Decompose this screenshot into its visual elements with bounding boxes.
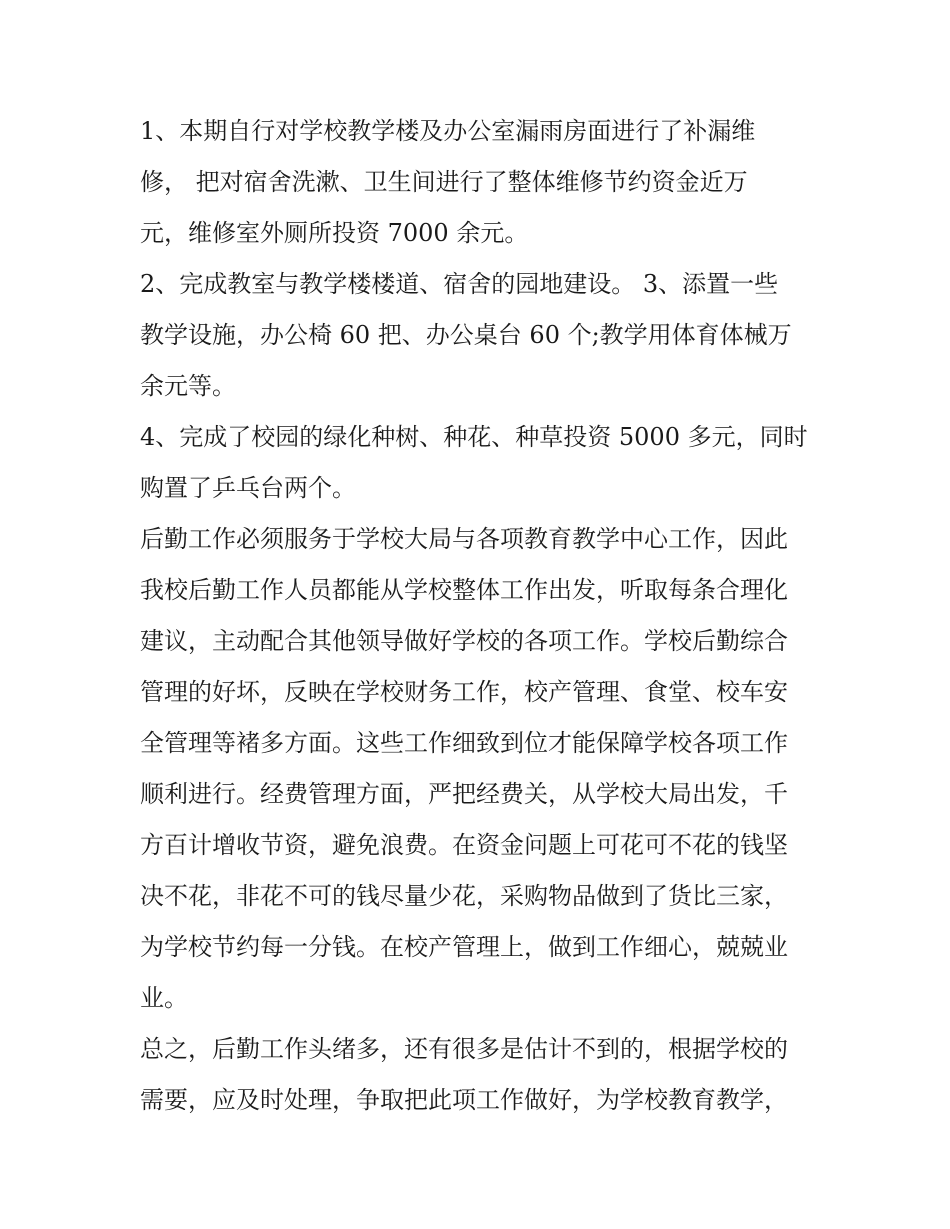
text-line: 购置了乒乓台两个。 — [140, 474, 356, 502]
text-line: 教学设施，办公椅 60 把、办公桌台 60 个;教学用体育体械万 — [140, 321, 792, 349]
text-line: 方百计增收节资，避免浪费。在资金问题上可花可不花的钱坚 — [140, 831, 788, 859]
text-line: 决不花，非花不可的钱尽量少花，采购物品做到了货比三家， — [140, 882, 788, 910]
text-line: 2、完成教室与教学楼楼道、宿舍的园地建设。 3、添置一些 — [140, 270, 779, 298]
document-body — [140, 106, 820, 1126]
text-line: 1、本期自行对学校教学楼及办公室漏雨房面进行了补漏维 — [140, 117, 756, 145]
text-line: 建议，主动配合其他领导做好学校的各项工作。学校后勤综合 — [140, 627, 788, 655]
text-line: 我校后勤工作人员都能从学校整体工作出发，听取每条合理化 — [140, 576, 788, 604]
text-line: 顺利进行。经费管理方面，严把经费关，从学校大局出发，千 — [140, 780, 788, 808]
text-line: 总之，后勤工作头绪多，还有很多是估计不到的，根据学校的 — [140, 1035, 788, 1063]
text-line: 需要，应及时处理，争取把此项工作做好，为学校教育教学， — [140, 1086, 788, 1114]
text-line: 4、完成了校园的绿化种树、种花、种草投资 5000 多元，同时 — [140, 423, 808, 451]
text-line: 业。 — [140, 984, 188, 1012]
text-line: 修， 把对宿舍洗漱、卫生间进行了整体维修节约资金近万 — [140, 168, 748, 196]
text-line: 余元等。 — [140, 372, 236, 400]
text-line: 为学校节约每一分钱。在校产管理上，做到工作细心，兢兢业 — [140, 933, 788, 961]
text-line: 全管理等褚多方面。这些工作细致到位才能保障学校各项工作 — [140, 729, 788, 757]
text-line: 元，维修室外厕所投资 7000 余元。 — [140, 219, 529, 247]
text-line: 后勤工作必须服务于学校大局与各项教育教学中心工作，因此 — [140, 525, 788, 553]
text-line: 管理的好坏，反映在学校财务工作，校产管理、食堂、校车安 — [140, 678, 788, 706]
